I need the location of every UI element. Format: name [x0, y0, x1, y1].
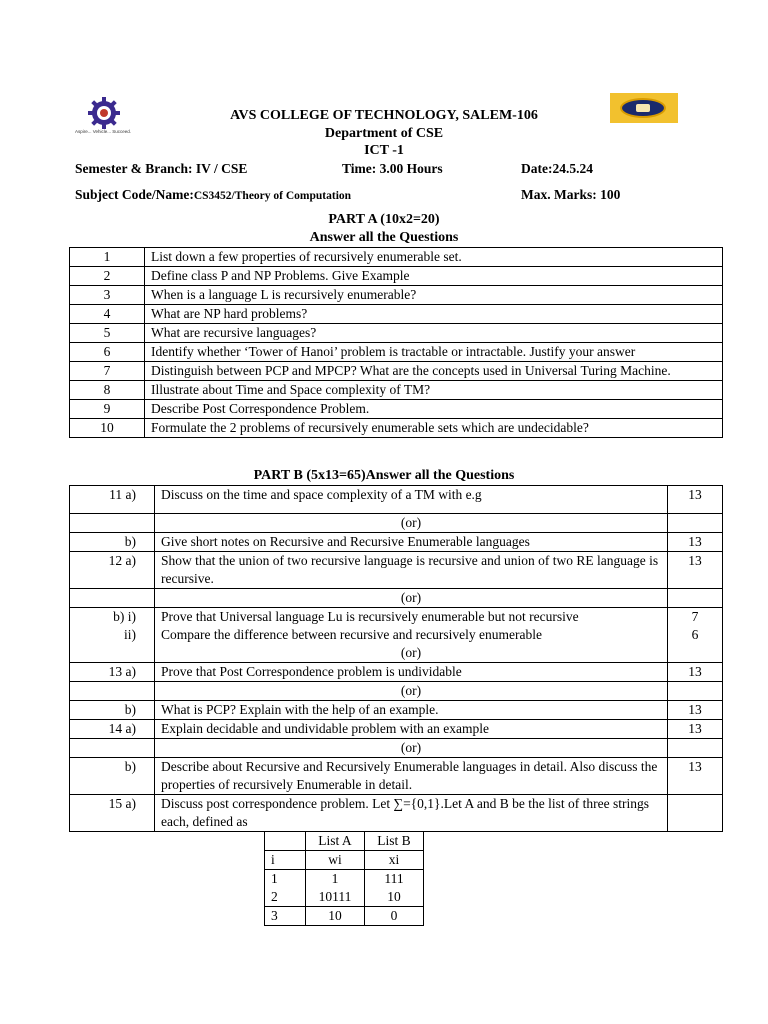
- question-number: [70, 608, 155, 663]
- question-number: b): [70, 758, 155, 795]
- question-marks: 13: [668, 533, 723, 552]
- pcp-cell: List A: [306, 832, 365, 851]
- question-text: Distinguish between PCP and MPCP? What are the concepts used in Universal Turing Machine.: [145, 362, 723, 381]
- question-number: 7: [70, 362, 145, 381]
- question-text: Formulate the 2 problems of recursively enumerable sets which are undecidable?: [145, 419, 723, 438]
- pcp-data-row: [265, 888, 424, 907]
- question-marks-part-2: 6: [691, 627, 699, 642]
- pcp-cell: wi: [306, 851, 365, 870]
- question-number: 15 a): [70, 795, 155, 832]
- or-label: (or): [155, 739, 668, 758]
- question-text: Define class P and NP Problems. Give Example: [145, 267, 723, 286]
- part-b-title: PART B (5x13=65)Answer all the Questions: [253, 468, 515, 483]
- question-text: Show that the union of two recursive language is recursive and union of two RE language is recursive.: [155, 552, 668, 589]
- question-row: [70, 552, 723, 589]
- question-number: 10: [70, 419, 145, 438]
- question-number: 5: [70, 324, 145, 343]
- question-row: [70, 533, 723, 552]
- question-number: 9: [70, 400, 145, 419]
- question-number: 3: [70, 286, 145, 305]
- pcp-data-row: [265, 907, 424, 926]
- question-text: Prove that Post Correspondence problem is undividable: [155, 663, 668, 682]
- question-text: Identify whether ‘Tower of Hanoi’ problem is tractable or intractable. Justify your answer: [145, 343, 723, 362]
- pcp-list-table: [264, 831, 424, 926]
- logo-tagline: Aspire... Vehicle... Succeed.: [74, 129, 132, 134]
- question-text: List down a few properties of recursively enumerable set.: [145, 248, 723, 267]
- subject-info: [75, 187, 351, 203]
- or-row: [70, 514, 723, 533]
- pcp-cell: 2: [265, 888, 306, 907]
- part-b-table: [69, 485, 723, 923]
- question-text: What are recursive languages?: [145, 324, 723, 343]
- question-text: What is PCP? Explain with the help of an example.: [155, 701, 668, 720]
- question-number: b): [70, 701, 155, 720]
- part-a-table: [69, 247, 723, 438]
- question-row: [70, 608, 723, 663]
- question-row: [70, 795, 723, 832]
- max-marks: Max. Marks: 100: [521, 187, 621, 202]
- question-row: [70, 400, 723, 419]
- question-number: 14 a): [70, 720, 155, 739]
- part-a-subtitle: Answer all the Questions: [309, 230, 459, 245]
- question-number: 13 a): [70, 663, 155, 682]
- question-marks-part-1: 7: [691, 609, 699, 624]
- question-number: 2: [70, 267, 145, 286]
- question-text: When is a language L is recursively enumerable?: [145, 286, 723, 305]
- question-row: [70, 324, 723, 343]
- or-label: (or): [400, 645, 422, 660]
- or-label: (or): [155, 682, 668, 701]
- pcp-cell: 0: [365, 907, 424, 926]
- pcp-cell: 10: [365, 888, 424, 907]
- question-row: [70, 343, 723, 362]
- question-number-part-2: ii): [124, 627, 136, 642]
- question-row: [70, 663, 723, 682]
- pcp-cell: xi: [365, 851, 424, 870]
- pcp-subheader-row: [265, 851, 424, 870]
- question-row: [70, 701, 723, 720]
- question-marks: 13: [668, 663, 723, 682]
- question-marks: [668, 608, 723, 663]
- pcp-cell: [265, 832, 306, 851]
- pcp-data-row: [265, 870, 424, 889]
- question-text: Explain decidable and undividable problem with an example: [155, 720, 668, 739]
- pcp-cell: 1: [265, 870, 306, 889]
- pcp-cell: 3: [265, 907, 306, 926]
- question-row: [70, 486, 723, 514]
- or-row: [70, 589, 723, 608]
- part-a-title: PART A (10x2=20): [328, 212, 440, 227]
- question-row: [70, 248, 723, 267]
- question-row: [70, 362, 723, 381]
- question-marks: 13: [668, 486, 723, 514]
- semester-branch: Semester & Branch: IV / CSE: [75, 161, 248, 176]
- time-duration: Time: 3.00 Hours: [342, 161, 443, 176]
- question-row: [70, 758, 723, 795]
- test-title: ICT -1: [364, 143, 404, 158]
- question-row: [70, 419, 723, 438]
- question-text-part-1: Prove that Universal language Lu is recursively enumerable but not recursive: [161, 609, 579, 624]
- question-text: What are NP hard problems?: [145, 305, 723, 324]
- question-number: 1: [70, 248, 145, 267]
- question-row: [70, 381, 723, 400]
- question-marks: 13: [668, 720, 723, 739]
- question-number: 11 a): [70, 486, 155, 514]
- pcp-header-row: [265, 832, 424, 851]
- question-marks: 13: [668, 552, 723, 589]
- question-number: 8: [70, 381, 145, 400]
- question-number: 4: [70, 305, 145, 324]
- pcp-cell: List B: [365, 832, 424, 851]
- question-text: [155, 608, 668, 663]
- question-marks: 13: [668, 701, 723, 720]
- question-row: [70, 720, 723, 739]
- exam-date: Date:24.5.24: [521, 161, 593, 176]
- pcp-cell: i: [265, 851, 306, 870]
- question-row: [70, 286, 723, 305]
- or-label: (or): [155, 589, 668, 608]
- question-text: Describe about Recursive and Recursively Enumerable languages in detail. Also discuss the properties of recursively Enumerable in detail.: [155, 758, 668, 795]
- question-row: [70, 305, 723, 324]
- question-marks: 13: [668, 758, 723, 795]
- question-number-part-1: b) i): [113, 609, 136, 624]
- question-text: Describe Post Correspondence Problem.: [145, 400, 723, 419]
- question-text: Illustrate about Time and Space complexity of TM?: [145, 381, 723, 400]
- college-title: AVS COLLEGE OF TECHNOLOGY, SALEM-106: [230, 108, 538, 123]
- pcp-cell: 1: [306, 870, 365, 889]
- question-number: b): [70, 533, 155, 552]
- department-title: Department of CSE: [324, 126, 444, 141]
- question-text-part-2: Compare the difference between recursive and recursively enumerable: [161, 627, 542, 642]
- question-number: 12 a): [70, 552, 155, 589]
- question-row: [70, 267, 723, 286]
- pcp-cell: 111: [365, 870, 424, 889]
- or-row: [70, 739, 723, 758]
- question-text: Give short notes on Recursive and Recursive Enumerable languages: [155, 533, 668, 552]
- question-text-body: Discuss post correspondence problem. Let ∑={0,1}.Let A and B be the list of three strings each, defined as: [161, 796, 649, 829]
- subject-value: CS3452/Theory of Computation: [193, 190, 352, 202]
- question-text: [155, 795, 668, 923]
- or-label: (or): [155, 514, 668, 533]
- or-row: [70, 682, 723, 701]
- subject-label: Subject Code/Name:: [75, 187, 194, 202]
- pcp-cell: 10111: [306, 888, 365, 907]
- pcp-cell: 10: [306, 907, 365, 926]
- question-text: Discuss on the time and space complexity of a TM with e.g: [155, 486, 668, 514]
- question-number: 6: [70, 343, 145, 362]
